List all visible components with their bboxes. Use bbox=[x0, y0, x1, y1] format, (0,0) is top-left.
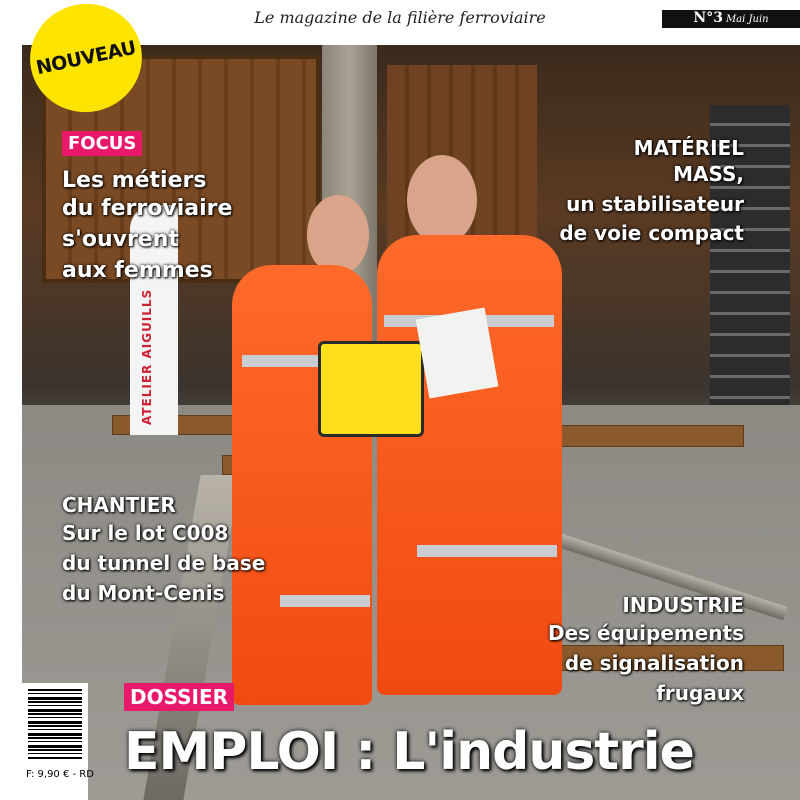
barcode-box bbox=[22, 683, 94, 800]
industrie-headline-line: de signalisation bbox=[564, 651, 744, 675]
worker-right bbox=[377, 235, 562, 695]
worker-left bbox=[232, 265, 372, 705]
issue-date: Mai Juin bbox=[725, 14, 769, 25]
chantier-headline-line: du Mont-Cenis bbox=[62, 581, 225, 605]
focus-tag: FOCUS bbox=[62, 131, 142, 156]
barcode-icon bbox=[28, 689, 82, 759]
focus-headline-line: du ferroviaire bbox=[62, 196, 233, 221]
worker-right-head bbox=[407, 155, 477, 245]
reflective-stripe bbox=[417, 545, 557, 557]
banner-text: ATELIER AIGUILLS bbox=[140, 288, 154, 425]
chantier-headline-line: Sur le lot C008 bbox=[62, 521, 229, 545]
industrie-headline-line: frugaux bbox=[656, 681, 744, 705]
issue-number: N°3 bbox=[693, 10, 723, 26]
chantier-section: CHANTIER bbox=[62, 493, 176, 517]
materiel-headline-line: MASS, bbox=[673, 162, 744, 186]
reflective-stripe bbox=[280, 595, 370, 607]
industrie-section: INDUSTRIE bbox=[622, 593, 744, 617]
materiel-headline-line: de voie compact bbox=[559, 221, 744, 245]
paper-document bbox=[416, 308, 499, 399]
materiel-section: MATÉRIEL bbox=[633, 136, 744, 160]
badge-label: NOUVEAU bbox=[34, 36, 138, 80]
issue-box bbox=[662, 10, 800, 28]
materiel-headline-line: un stabilisateur bbox=[566, 192, 744, 216]
focus-headline-line: Les métiers bbox=[62, 168, 207, 193]
yellow-test-case bbox=[318, 341, 424, 437]
industrie-headline-line: Des équipements bbox=[548, 621, 744, 645]
focus-headline-line: s'ouvrent bbox=[62, 227, 179, 252]
cover-price: F: 9,90 € - RD bbox=[26, 769, 94, 780]
chantier-headline-line: du tunnel de base bbox=[62, 551, 266, 575]
magazine-tagline: Le magazine de la filière ferroviaire bbox=[254, 8, 546, 27]
dossier-tag: DOSSIER bbox=[124, 683, 234, 711]
focus-headline-line: aux femmes bbox=[62, 258, 213, 283]
worker-left-head bbox=[307, 195, 369, 275]
dossier-headline: EMPLOI : L'industrie bbox=[124, 722, 694, 782]
